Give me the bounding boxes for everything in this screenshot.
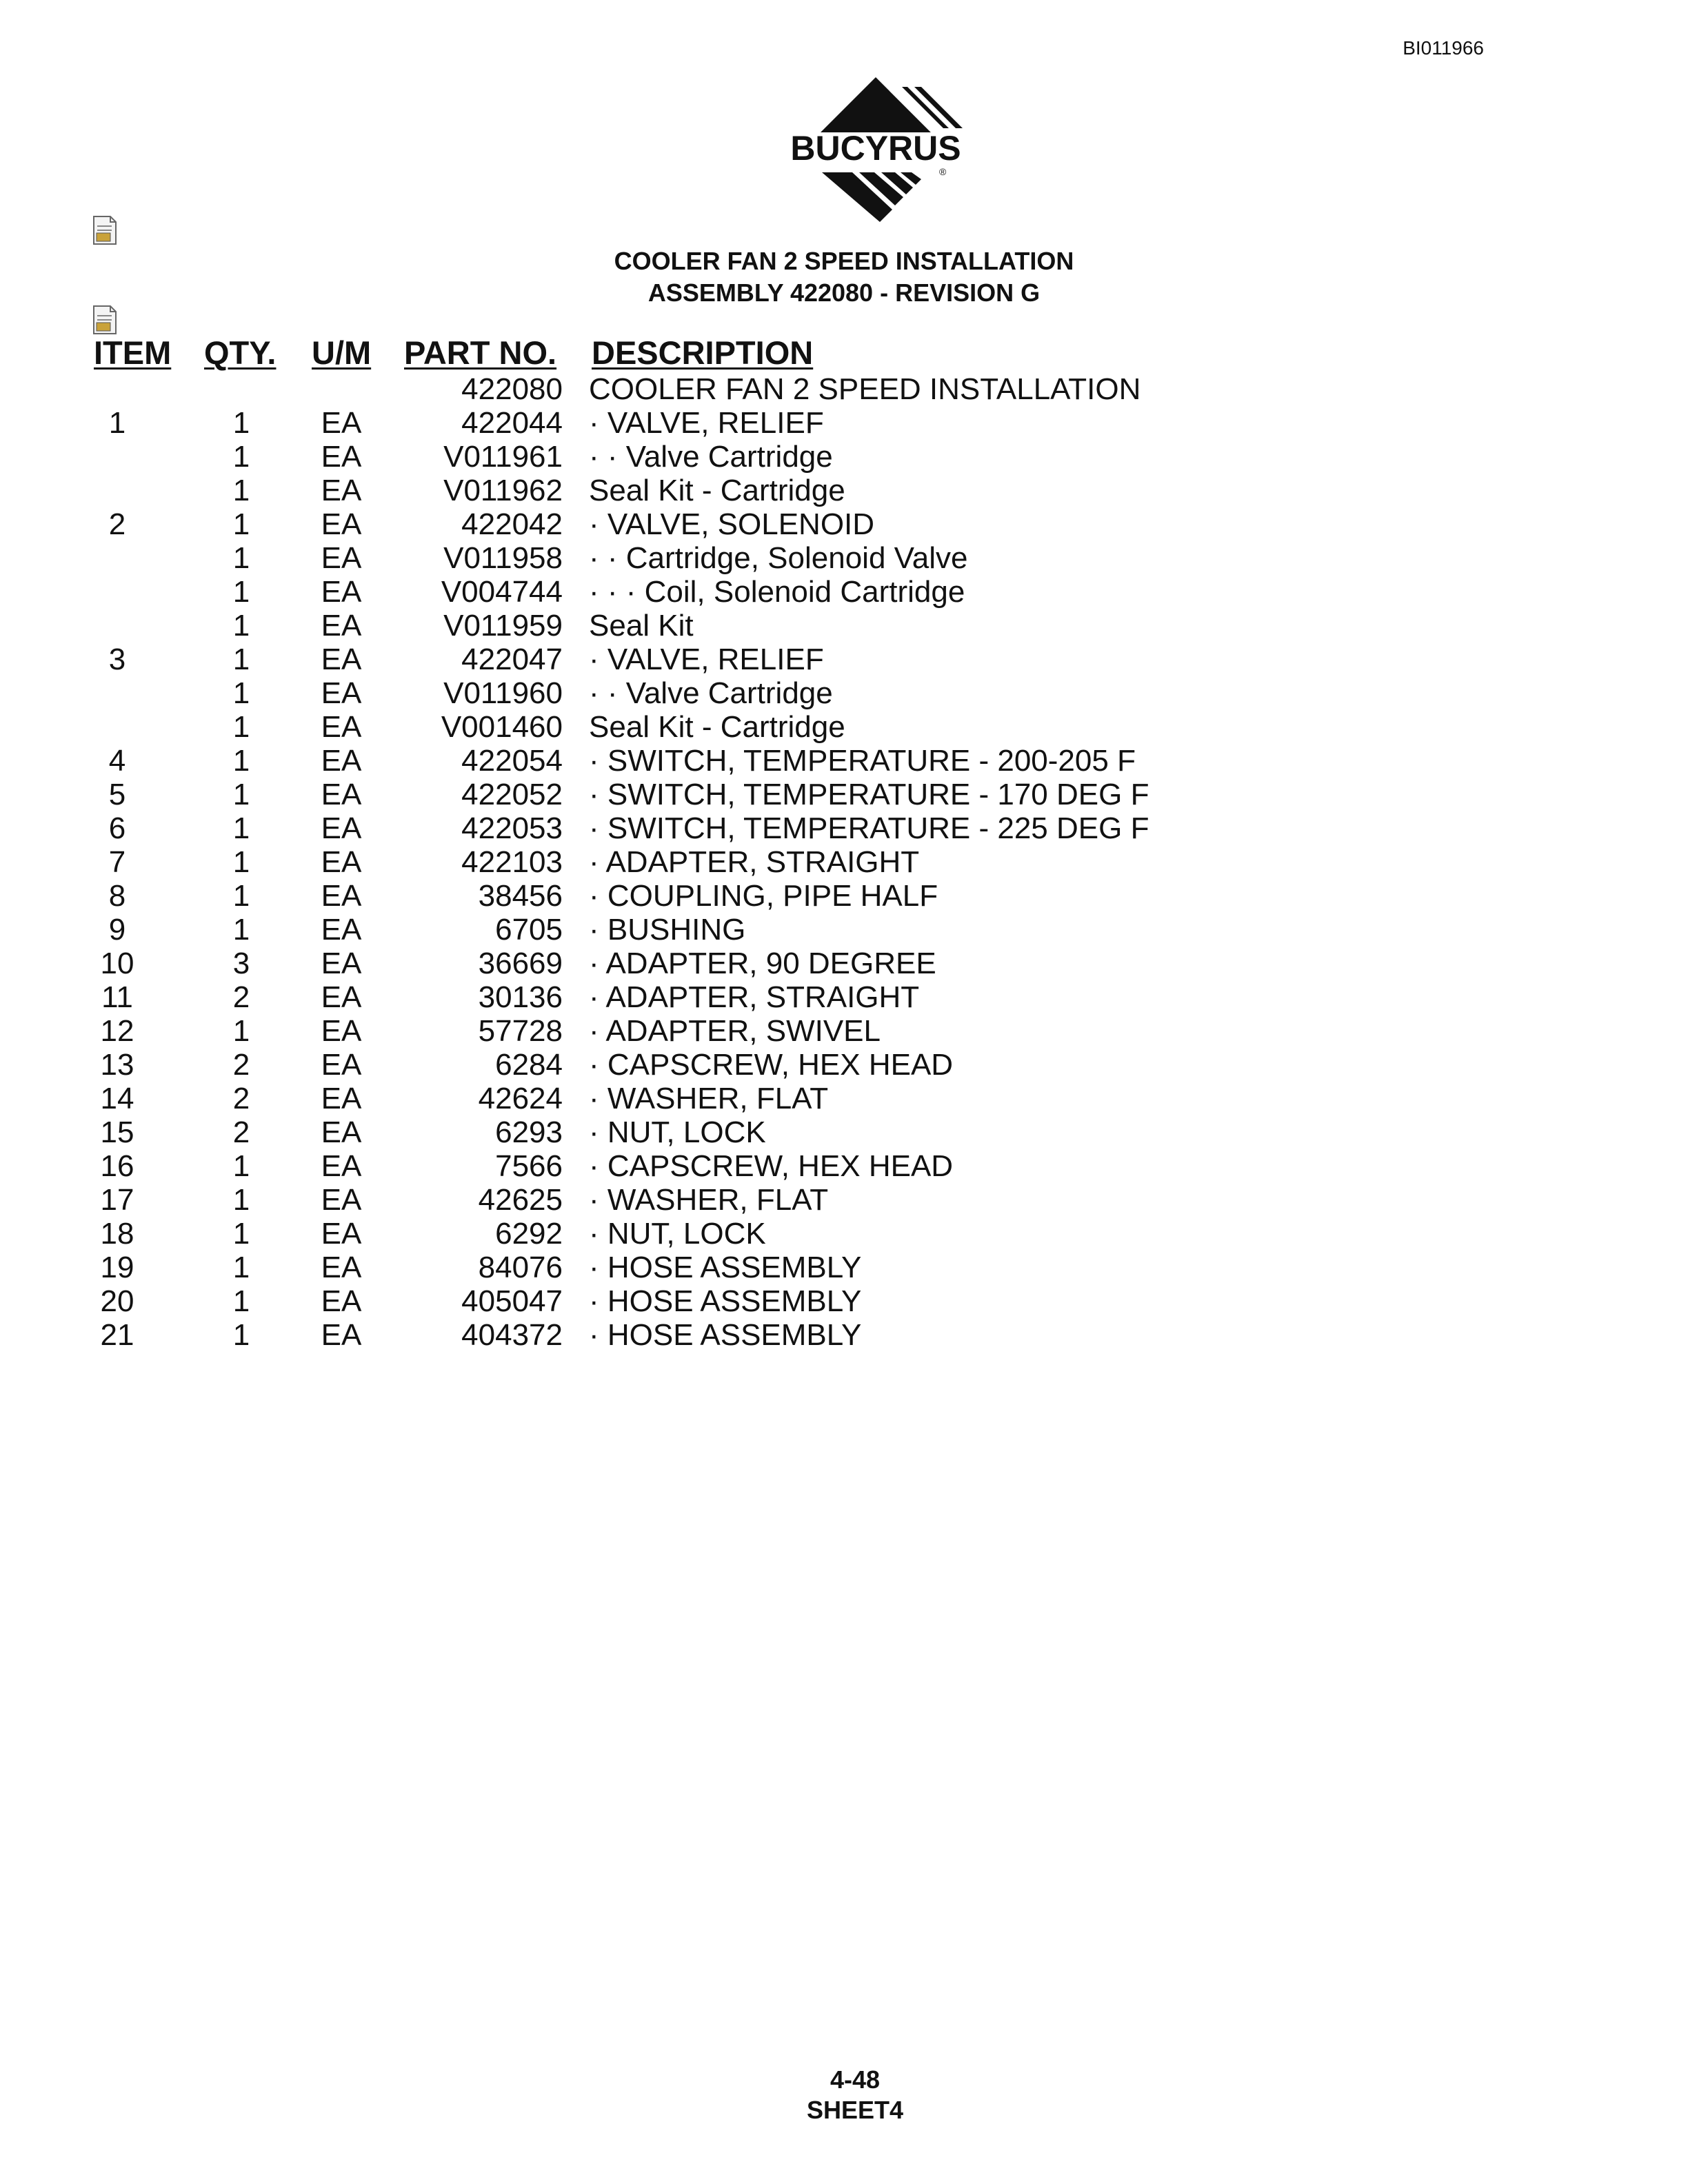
row-item: 1 bbox=[108, 406, 126, 440]
row-qty: 1 bbox=[232, 541, 250, 575]
title-line-2: ASSEMBLY 422080 - REVISION G bbox=[647, 279, 1041, 307]
table-row bbox=[0, 845, 1688, 879]
row-qty: 1 bbox=[232, 1149, 250, 1183]
row-um: EA bbox=[321, 1149, 362, 1183]
row-part-no: V001460 bbox=[441, 710, 563, 744]
row-part-no: 422052 bbox=[461, 778, 563, 811]
row-qty: 1 bbox=[232, 744, 250, 778]
row-item: 3 bbox=[108, 643, 126, 676]
row-um: EA bbox=[321, 980, 362, 1014]
row-um: EA bbox=[321, 676, 362, 710]
row-description: · ADAPTER, 90 DEGREE bbox=[589, 947, 936, 980]
table-row bbox=[0, 879, 1688, 913]
row-um: EA bbox=[321, 1217, 362, 1251]
table-row bbox=[0, 947, 1688, 980]
row-part-no: 422053 bbox=[461, 811, 563, 845]
row-part-no: 6705 bbox=[495, 913, 563, 947]
row-item: 10 bbox=[100, 947, 134, 980]
bucyrus-logo-icon bbox=[758, 74, 993, 226]
row-part-no: 6292 bbox=[495, 1217, 563, 1251]
row-description: COOLER FAN 2 SPEED INSTALLATION bbox=[589, 372, 1141, 406]
table-row bbox=[0, 609, 1688, 643]
table-row bbox=[0, 913, 1688, 947]
row-qty: 1 bbox=[232, 676, 250, 710]
row-um: EA bbox=[321, 778, 362, 811]
header-description: DESCRIPTION bbox=[592, 334, 814, 371]
table-row bbox=[0, 1318, 1688, 1352]
table-row bbox=[0, 1048, 1688, 1082]
table-row bbox=[0, 1251, 1688, 1284]
table-row bbox=[0, 1217, 1688, 1251]
row-qty: 1 bbox=[232, 1183, 250, 1217]
row-um: EA bbox=[321, 1082, 362, 1115]
row-description: · WASHER, FLAT bbox=[589, 1082, 829, 1115]
table-row bbox=[0, 676, 1688, 710]
row-part-no: V004744 bbox=[441, 575, 563, 609]
row-um: EA bbox=[321, 1251, 362, 1284]
table-row bbox=[0, 1014, 1688, 1048]
row-description: · · · Coil, Solenoid Cartridge bbox=[589, 575, 965, 609]
document-id: BI011966 bbox=[1403, 37, 1484, 59]
row-description: · VALVE, RELIEF bbox=[589, 643, 824, 676]
table-row bbox=[0, 406, 1688, 440]
row-part-no: V011960 bbox=[443, 676, 563, 710]
row-qty: 1 bbox=[232, 710, 250, 744]
row-description: · CAPSCREW, HEX HEAD bbox=[589, 1149, 954, 1183]
row-description: · · Cartridge, Solenoid Valve bbox=[589, 541, 968, 575]
row-part-no: 422103 bbox=[461, 845, 563, 879]
sheet-label: SHEET4 bbox=[806, 2096, 904, 2124]
header-item: ITEM bbox=[94, 334, 172, 371]
row-part-no: V011958 bbox=[443, 541, 563, 575]
row-part-no: V011959 bbox=[443, 609, 563, 643]
row-item: 5 bbox=[108, 778, 126, 811]
row-item: 18 bbox=[100, 1217, 134, 1251]
row-description: · VALVE, SOLENOID bbox=[589, 507, 875, 541]
row-um: EA bbox=[321, 1183, 362, 1217]
parts-list bbox=[0, 372, 1688, 1352]
row-um: EA bbox=[321, 811, 362, 845]
row-um: EA bbox=[321, 1318, 362, 1352]
table-row bbox=[0, 1183, 1688, 1217]
svg-text:®: ® bbox=[939, 166, 947, 177]
row-item: 6 bbox=[108, 811, 126, 845]
row-description: · · Valve Cartridge bbox=[589, 676, 833, 710]
row-description: Seal Kit - Cartridge bbox=[589, 710, 845, 744]
row-item: 9 bbox=[108, 913, 126, 947]
row-description: Seal Kit bbox=[589, 609, 694, 643]
table-row bbox=[0, 778, 1688, 811]
row-description: · HOSE ASSEMBLY bbox=[589, 1318, 862, 1352]
row-part-no: 6293 bbox=[495, 1115, 563, 1149]
row-part-no: V011961 bbox=[443, 440, 563, 474]
table-row bbox=[0, 575, 1688, 609]
row-item: 13 bbox=[100, 1048, 134, 1082]
row-description: · ADAPTER, SWIVEL bbox=[589, 1014, 881, 1048]
header-um: U/M bbox=[312, 334, 372, 371]
row-qty: 1 bbox=[232, 1014, 250, 1048]
row-qty: 1 bbox=[232, 1217, 250, 1251]
row-description: · COUPLING, PIPE HALF bbox=[589, 879, 938, 913]
row-um: EA bbox=[321, 710, 362, 744]
row-part-no: 7566 bbox=[495, 1149, 563, 1183]
table-row bbox=[0, 541, 1688, 575]
row-um: EA bbox=[321, 845, 362, 879]
row-description: · VALVE, RELIEF bbox=[589, 406, 824, 440]
row-um: EA bbox=[321, 609, 362, 643]
row-part-no: 57728 bbox=[478, 1014, 563, 1048]
row-part-no: 422054 bbox=[461, 744, 563, 778]
row-item: 2 bbox=[108, 507, 126, 541]
row-part-no: 36669 bbox=[478, 947, 563, 980]
row-um: EA bbox=[321, 575, 362, 609]
row-description: · BUSHING bbox=[589, 913, 746, 947]
row-qty: 1 bbox=[232, 507, 250, 541]
table-row bbox=[0, 440, 1688, 474]
header-qty: QTY. bbox=[204, 334, 277, 371]
row-item: 14 bbox=[100, 1082, 134, 1115]
table-row bbox=[0, 372, 1688, 406]
row-description: · SWITCH, TEMPERATURE - 170 DEG F bbox=[589, 778, 1149, 811]
row-qty: 1 bbox=[232, 1318, 250, 1352]
table-row bbox=[0, 980, 1688, 1014]
row-um: EA bbox=[321, 1115, 362, 1149]
table-row bbox=[0, 1082, 1688, 1115]
row-part-no: 84076 bbox=[478, 1251, 563, 1284]
row-qty: 1 bbox=[232, 1284, 250, 1318]
row-um: EA bbox=[321, 1284, 362, 1318]
row-qty: 1 bbox=[232, 474, 250, 507]
row-part-no: 38456 bbox=[478, 879, 563, 913]
row-description: Seal Kit - Cartridge bbox=[589, 474, 845, 507]
row-qty: 1 bbox=[232, 845, 250, 879]
row-um: EA bbox=[321, 1014, 362, 1048]
row-item: 17 bbox=[100, 1183, 134, 1217]
table-row bbox=[0, 507, 1688, 541]
logo-wordmark: BUCYRUS bbox=[790, 129, 961, 168]
row-part-no: 405047 bbox=[461, 1284, 563, 1318]
row-part-no: 404372 bbox=[461, 1318, 563, 1352]
row-qty: 2 bbox=[232, 1115, 250, 1149]
row-qty: 1 bbox=[232, 575, 250, 609]
row-um: EA bbox=[321, 1048, 362, 1082]
row-um: EA bbox=[321, 879, 362, 913]
row-part-no: 42624 bbox=[478, 1082, 563, 1115]
row-qty: 1 bbox=[232, 879, 250, 913]
row-part-no: 422080 bbox=[461, 372, 563, 406]
row-um: EA bbox=[321, 406, 362, 440]
table-row bbox=[0, 744, 1688, 778]
row-item: 7 bbox=[108, 845, 126, 879]
row-item: 21 bbox=[100, 1318, 134, 1352]
row-item: 20 bbox=[100, 1284, 134, 1318]
table-row bbox=[0, 474, 1688, 507]
row-qty: 1 bbox=[232, 1251, 250, 1284]
row-qty: 2 bbox=[232, 1048, 250, 1082]
file-link-icon[interactable] bbox=[91, 215, 119, 245]
table-header bbox=[0, 334, 1688, 372]
row-item: 4 bbox=[108, 744, 126, 778]
row-qty: 1 bbox=[232, 811, 250, 845]
row-description: · NUT, LOCK bbox=[589, 1115, 766, 1149]
row-item: 8 bbox=[108, 879, 126, 913]
row-um: EA bbox=[321, 507, 362, 541]
row-description: · · Valve Cartridge bbox=[589, 440, 833, 474]
row-description: · ADAPTER, STRAIGHT bbox=[589, 980, 920, 1014]
row-qty: 1 bbox=[232, 406, 250, 440]
row-item: 15 bbox=[100, 1115, 134, 1149]
row-item: 11 bbox=[101, 980, 133, 1014]
row-qty: 1 bbox=[232, 643, 250, 676]
table-row bbox=[0, 1115, 1688, 1149]
row-um: EA bbox=[321, 913, 362, 947]
row-description: · ADAPTER, STRAIGHT bbox=[589, 845, 920, 879]
row-qty: 2 bbox=[232, 1082, 250, 1115]
row-description: · HOSE ASSEMBLY bbox=[589, 1251, 862, 1284]
title-line-1: COOLER FAN 2 SPEED INSTALLATION bbox=[614, 247, 1074, 275]
row-item: 16 bbox=[100, 1149, 134, 1183]
row-description: · WASHER, FLAT bbox=[589, 1183, 829, 1217]
row-qty: 1 bbox=[232, 609, 250, 643]
row-description: · HOSE ASSEMBLY bbox=[589, 1284, 862, 1318]
table-row bbox=[0, 1284, 1688, 1318]
row-part-no: 422047 bbox=[461, 643, 563, 676]
row-um: EA bbox=[321, 947, 362, 980]
page-number: 4-48 bbox=[830, 2065, 881, 2094]
row-part-no: 422042 bbox=[461, 507, 563, 541]
row-um: EA bbox=[321, 440, 362, 474]
row-description: · CAPSCREW, HEX HEAD bbox=[589, 1048, 954, 1082]
row-description: · SWITCH, TEMPERATURE - 200-205 F bbox=[589, 744, 1136, 778]
row-part-no: 42625 bbox=[478, 1183, 563, 1217]
row-qty: 3 bbox=[232, 947, 250, 980]
row-description: · NUT, LOCK bbox=[589, 1217, 766, 1251]
row-part-no: 30136 bbox=[478, 980, 563, 1014]
row-um: EA bbox=[321, 541, 362, 575]
row-description: · SWITCH, TEMPERATURE - 225 DEG F bbox=[589, 811, 1149, 845]
row-item: 19 bbox=[100, 1251, 134, 1284]
row-um: EA bbox=[321, 474, 362, 507]
file-link-icon[interactable] bbox=[91, 305, 119, 335]
row-qty: 1 bbox=[232, 440, 250, 474]
table-row bbox=[0, 811, 1688, 845]
row-qty: 2 bbox=[232, 980, 250, 1014]
header-part-no: PART NO. bbox=[404, 334, 557, 371]
table-row bbox=[0, 710, 1688, 744]
row-part-no: 6284 bbox=[495, 1048, 563, 1082]
row-part-no: V011962 bbox=[443, 474, 563, 507]
row-part-no: 422044 bbox=[461, 406, 563, 440]
row-qty: 1 bbox=[232, 778, 250, 811]
row-um: EA bbox=[321, 744, 362, 778]
table-row bbox=[0, 1149, 1688, 1183]
row-qty: 1 bbox=[232, 913, 250, 947]
row-item: 12 bbox=[100, 1014, 134, 1048]
table-row bbox=[0, 643, 1688, 676]
row-um: EA bbox=[321, 643, 362, 676]
